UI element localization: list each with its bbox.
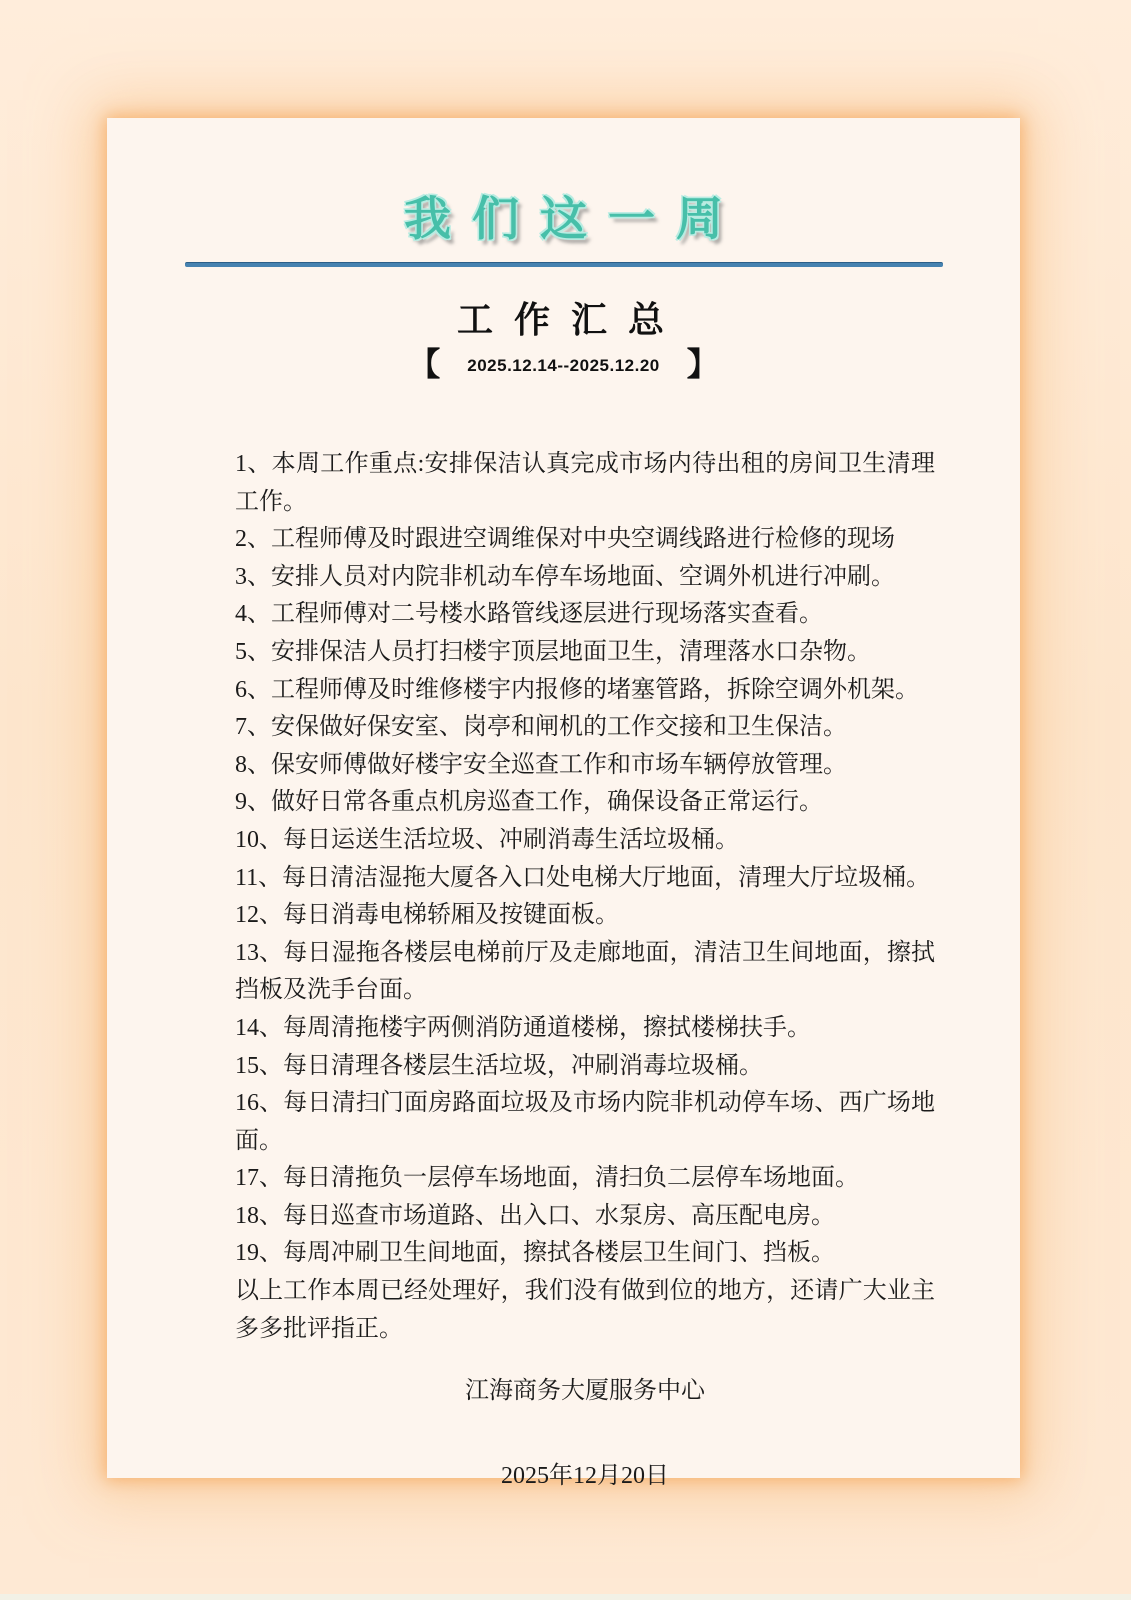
work-item: 15、每日清理各楼层生活垃圾，冲刷消毒垃圾桶。: [235, 1052, 763, 1079]
work-item: 4、工程师傅对二号楼水路管线逐层进行现场落实查看。: [235, 601, 823, 628]
work-item: 7、安保做好保安室、岗亭和闸机的工作交接和卫生保洁。: [235, 714, 847, 741]
work-item: 19、每周冲刷卫生间地面，擦拭各楼层卫生间门、挡板。: [235, 1240, 835, 1267]
work-item: 5、安排保洁人员打扫楼宇顶层地面卫生，清理落水口杂物。: [235, 638, 871, 665]
work-item: 8、保安师傅做好楼宇安全巡查工作和市场车辆停放管理。: [235, 751, 847, 778]
closing-remark: 以上工作本周已经处理好，我们没有做到位的地方，还请广大业主多多批评指正。: [235, 1278, 935, 1342]
work-item: 13、每日湿拖各楼层电梯前厅及走廊地面，清洁卫生间地面，擦拭挡板及洗手台面。: [235, 939, 935, 1004]
work-item: 14、每周清拖楼宇两侧消防通道楼梯，擦拭楼梯扶手。: [235, 1014, 811, 1041]
date-range: [107, 348, 1020, 380]
notice-paper: [107, 118, 1020, 1490]
work-item: 16、每日清扫门面房路面垃圾及市场内院非机动停车场、西广场地面。: [235, 1090, 935, 1154]
organization-name: 江海商务大厦服务中心: [465, 1378, 705, 1405]
section-title: 工 作 汇 总: [456, 300, 670, 340]
work-item: 11、每日清洁湿拖大厦各入口处电梯大厅地面，清理大厅垃圾桶。: [235, 864, 931, 891]
signature-date: 2025年12月20日: [501, 1463, 669, 1490]
bottom-edge-strip: [0, 1594, 1131, 1600]
work-item: 10、每日运送生活垃圾、冲刷消毒生活垃圾桶。: [235, 826, 739, 853]
work-item: 2、工程师傅及时跟进空调维保对中央空调线路进行检修的现场: [235, 526, 895, 553]
page-title: 我们这一周: [404, 194, 744, 246]
work-item: 18、每日巡查市场道路、出入口、水泵房、高压配电房。: [235, 1202, 835, 1229]
work-item: 1、本周工作重点:安排保洁认真完成市场内待出租的房间卫生清理工作。: [235, 451, 935, 515]
work-item: 3、安排人员对内院非机动车停车场地面、空调外机进行冲刷。: [235, 563, 895, 590]
work-item: 6、工程师傅及时维修楼宇内报修的堵塞管路，拆除空调外机架。: [235, 676, 919, 703]
work-item: 12、每日消毒电梯轿厢及按键面板。: [235, 902, 619, 929]
date-range-text: 2025.12.14--2025.12.20: [467, 355, 660, 375]
work-item: 17、每日清拖负一层停车场地面，清扫负二层停车场地面。: [235, 1165, 859, 1192]
right-bracket-icon: 】: [686, 346, 719, 382]
work-item: 9、做好日常各重点机房巡查工作，确保设备正常运行。: [235, 789, 823, 816]
left-bracket-icon: 【: [408, 346, 441, 382]
work-summary-list: [235, 446, 935, 1348]
title-underline: [185, 262, 943, 267]
